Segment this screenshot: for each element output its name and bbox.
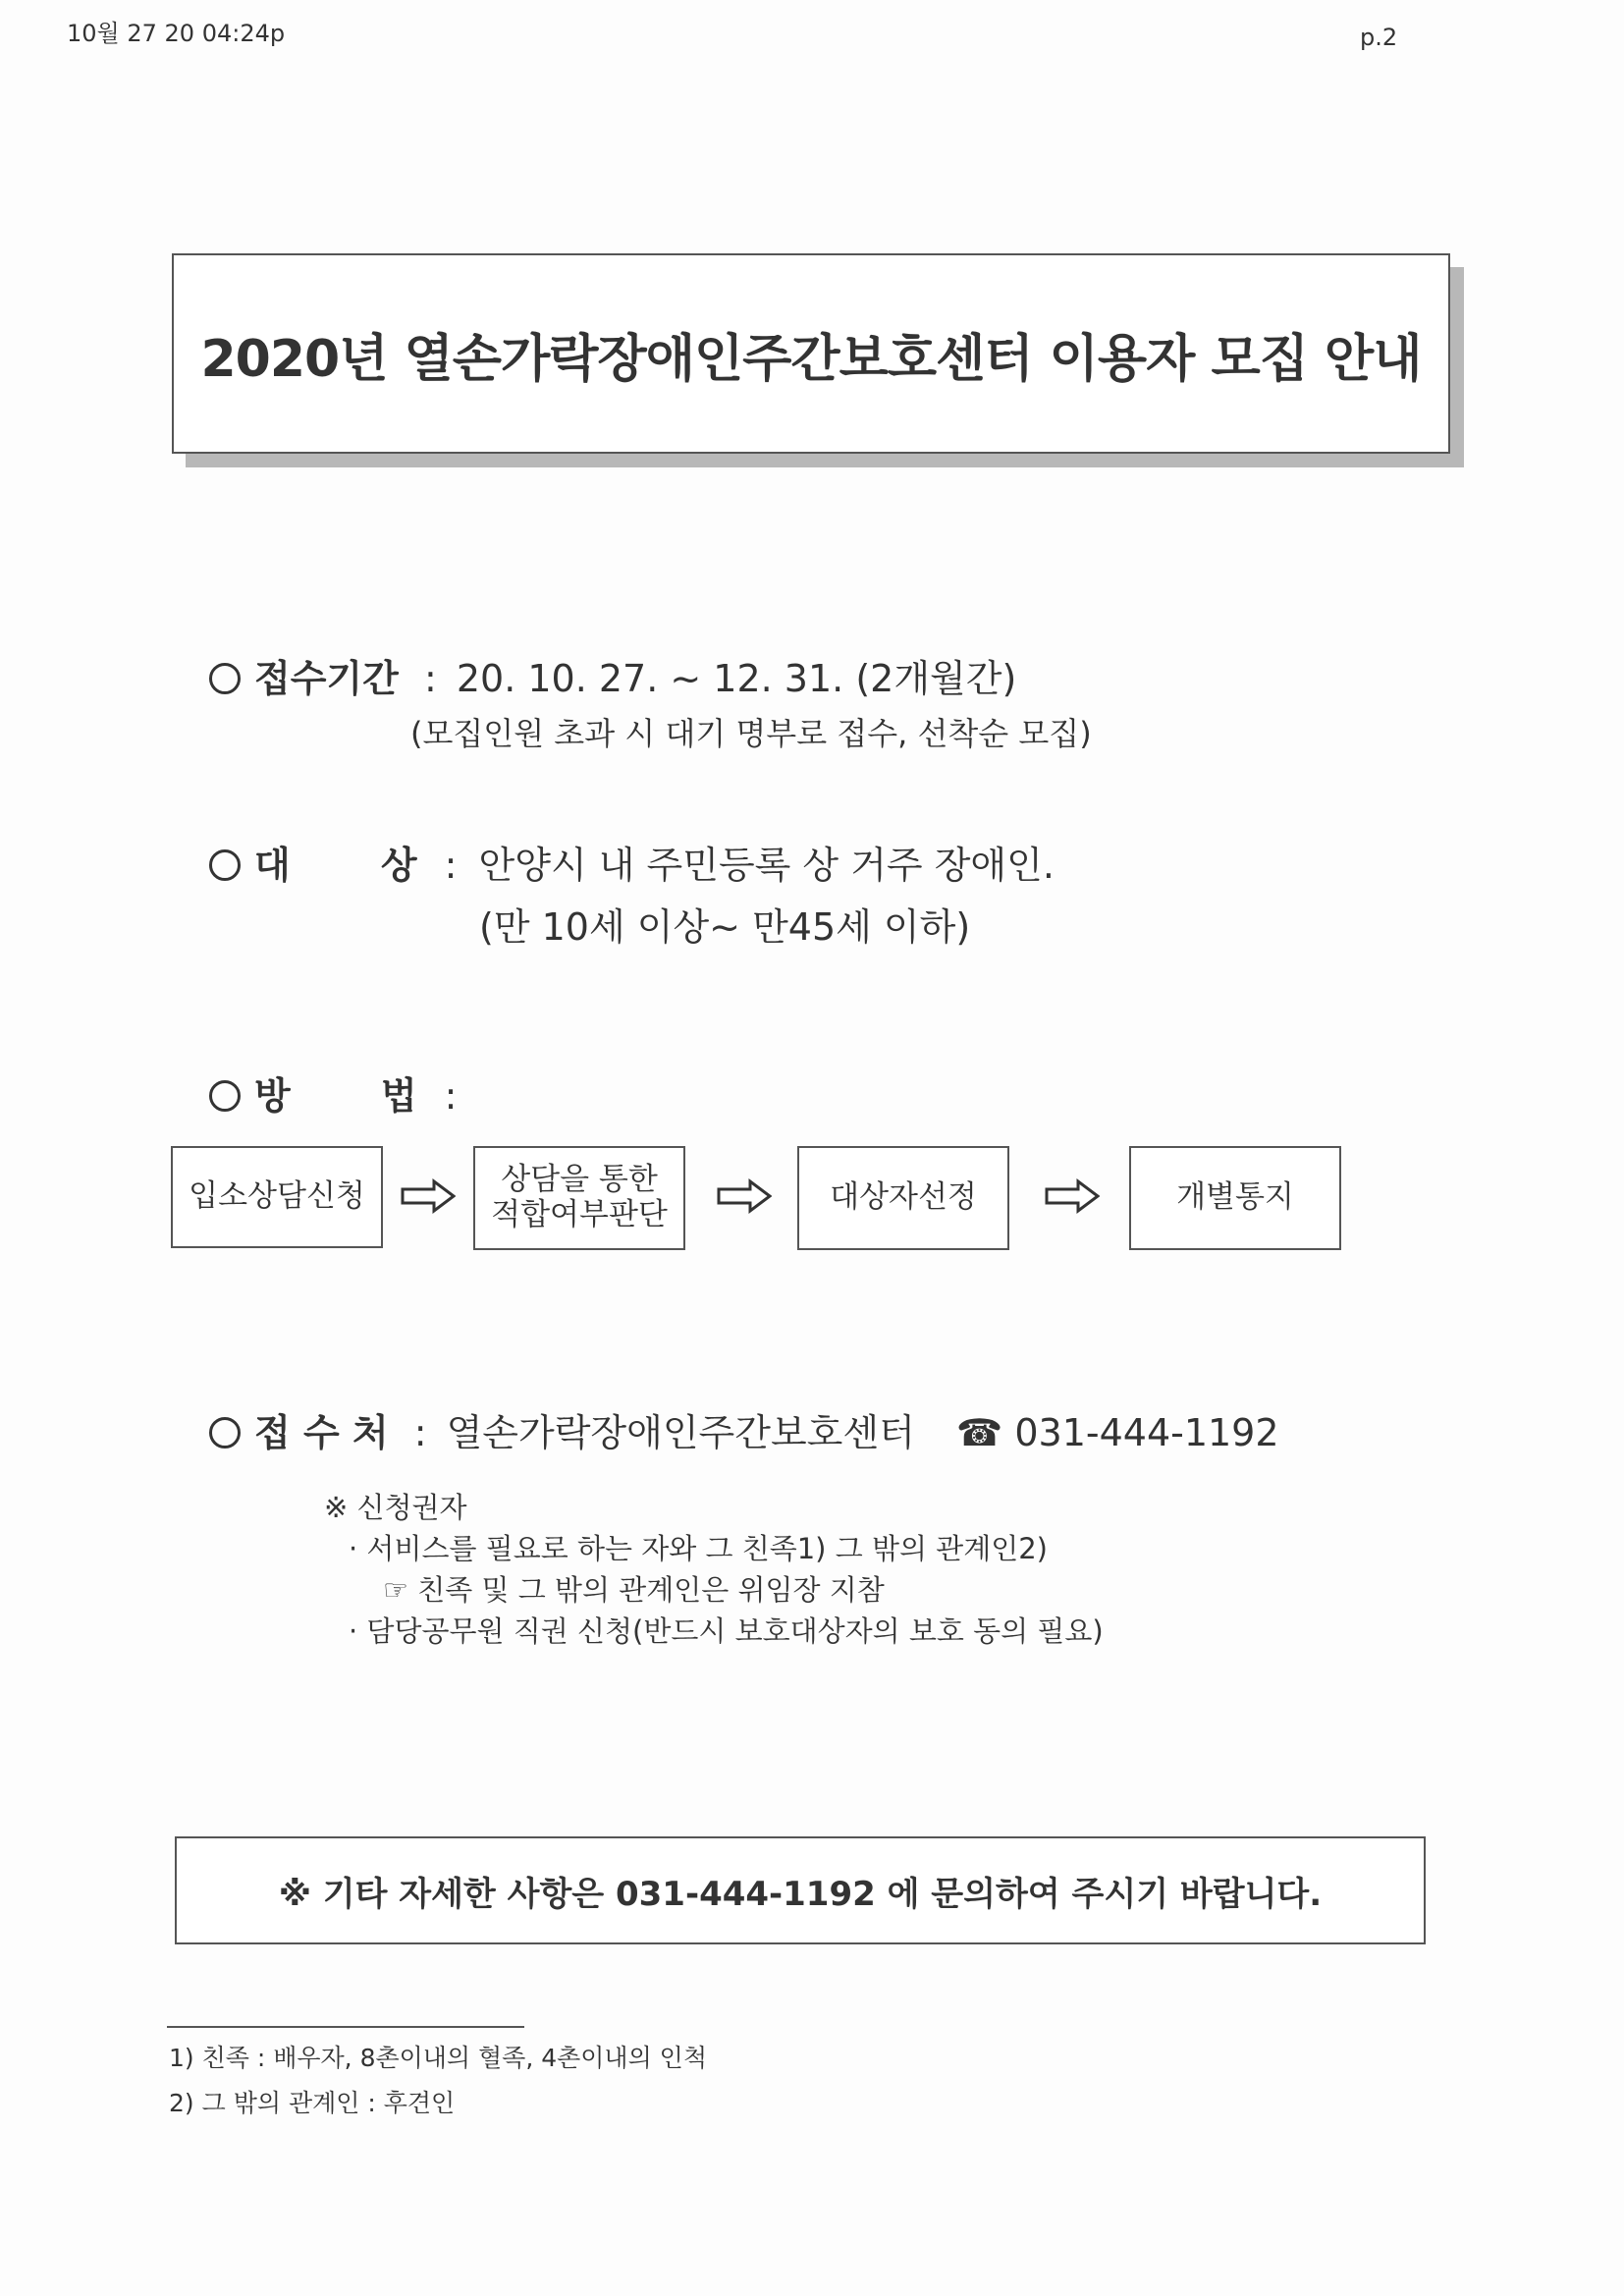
flow-step-4: 개별통지	[1129, 1146, 1341, 1250]
fax-timestamp: 10월 27 20 04:24p	[67, 20, 286, 47]
period-note: (모집인원 초과 시 대기 명부로 접수, 선착순 모집)	[410, 715, 1092, 752]
target-colon: :	[444, 844, 458, 887]
footnote-1: 1) 친족 : 배우자, 8촌이내의 혈족, 4촌이내의 인척	[169, 2044, 707, 2072]
method-label-2: 법	[380, 1074, 417, 1118]
applicants-line-3: · 담당공무원 직권 신청(반드시 보호대상자의 보호 동의 필요)	[349, 1614, 1104, 1648]
arrow-right-icon	[717, 1178, 772, 1214]
arrow-right-icon	[401, 1178, 456, 1214]
applicants-line-1: · 서비스를 필요로 하는 자와 그 친족1) 그 밖의 관계인2)	[349, 1532, 1048, 1565]
target-label-1: 대	[254, 844, 291, 887]
contact-notice-box	[175, 1836, 1426, 1944]
section-period	[209, 648, 1016, 702]
period-label: 접수기간	[254, 657, 399, 700]
flow-step-3: 대상자선정	[797, 1146, 1009, 1250]
period-colon: :	[423, 657, 437, 700]
method-colon: :	[444, 1074, 458, 1118]
arrow-right-icon	[1045, 1178, 1100, 1214]
circle-bullet-icon	[209, 849, 241, 881]
circle-bullet-icon	[209, 1080, 241, 1112]
circle-bullet-icon	[209, 663, 241, 694]
target-label-2: 상	[380, 844, 417, 887]
flow-step-2: 상담을 통한 적합여부판단	[473, 1146, 685, 1250]
section-method	[209, 1066, 457, 1120]
method-label-1: 방	[254, 1074, 291, 1118]
reception-name: 열손가락장애인주간보호센터	[446, 1411, 915, 1454]
phone-icon: ☎	[955, 1411, 1003, 1454]
target-value: 안양시 내 주민등록 상 거주 장애인.	[478, 844, 1055, 887]
page-title: 2020년 열손가락장애인주간보호센터 이용자 모집 안내	[200, 329, 1422, 389]
reception-colon: :	[413, 1411, 427, 1454]
circle-bullet-icon	[209, 1417, 241, 1449]
section-target	[209, 835, 1055, 889]
title-box	[172, 253, 1450, 454]
reception-phone: 031-444-1192	[1014, 1411, 1279, 1454]
period-value: 20. 10. 27. ~ 12. 31. (2개월간)	[456, 657, 1017, 700]
footnote-divider	[167, 2026, 524, 2028]
target-note: (만 10세 이상~ 만45세 이하)	[479, 905, 971, 949]
flow-step-1: 입소상담신청	[171, 1146, 383, 1248]
reception-label: 접 수 처	[254, 1411, 389, 1454]
applicants-line-2: ☞ 친족 및 그 밖의 관계인은 위임장 지참	[383, 1573, 885, 1607]
section-reception	[209, 1402, 1279, 1456]
applicants-heading: ※ 신청권자	[324, 1491, 467, 1524]
page-number: p.2	[1360, 24, 1398, 51]
contact-notice: ※ 기타 자세한 사항은 031-444-1192 에 문의하여 주시기 바랍니다.	[278, 1874, 1323, 1914]
footnote-2: 2) 그 밖의 관계인 : 후견인	[169, 2089, 456, 2117]
